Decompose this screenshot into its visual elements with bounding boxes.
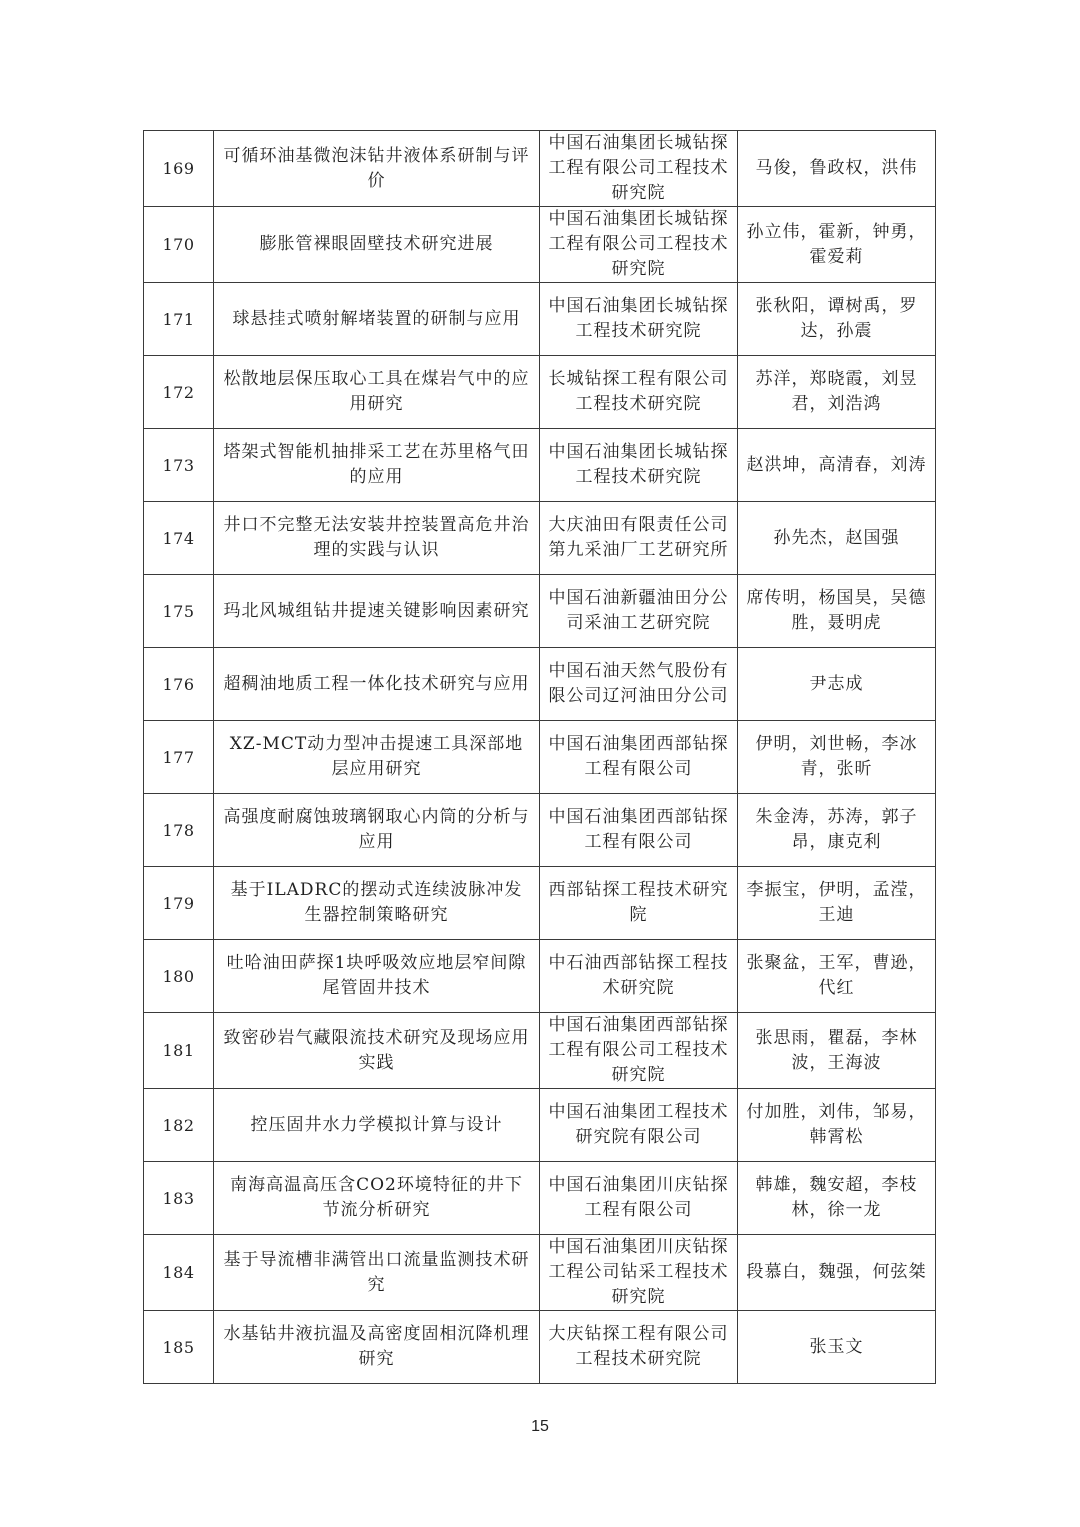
paper-title: 塔架式智能机抽排采工艺在苏里格气田的应用 [214,429,540,502]
authors: 马俊，鲁政权，洪伟 [738,131,936,207]
authors: 李振宝，伊明，孟滢，王迪 [738,867,936,940]
row-number: 182 [144,1089,214,1162]
authors: 尹志成 [738,648,936,721]
table-row [144,648,936,721]
paper-title: 膨胀管裸眼固壁技术研究进展 [214,207,540,283]
table-row [144,940,936,1013]
paper-title: 基于导流槽非满管出口流量监测技术研究 [214,1235,540,1311]
row-number: 170 [144,207,214,283]
paper-title: 超稠油地质工程一体化技术研究与应用 [214,648,540,721]
organization: 中国石油天然气股份有限公司辽河油田分公司 [540,648,738,721]
organization: 中国石油集团川庆钻探工程公司钻采工程技术研究院 [540,1235,738,1311]
paper-title: 水基钻井液抗温及高密度固相沉降机理研究 [214,1311,540,1384]
paper-title: 井口不完整无法安装井控装置高危井治理的实践与认识 [214,502,540,575]
row-number: 171 [144,283,214,356]
organization: 大庆钻探工程有限公司工程技术研究院 [540,1311,738,1384]
row-number: 174 [144,502,214,575]
table-row [144,1162,936,1235]
organization: 中国石油集团川庆钻探工程有限公司 [540,1162,738,1235]
results-table-body [144,131,936,1384]
authors: 张聚盆，王军，曹逊，代红 [738,940,936,1013]
paper-title: XZ-MCT动力型冲击提速工具深部地层应用研究 [214,721,540,794]
row-number: 179 [144,867,214,940]
table-row [144,1235,936,1311]
authors: 张玉文 [738,1311,936,1384]
table-row [144,794,936,867]
row-number: 177 [144,721,214,794]
organization: 中国石油集团长城钻探工程有限公司工程技术研究院 [540,131,738,207]
organization: 长城钻探工程有限公司工程技术研究院 [540,356,738,429]
table-row [144,867,936,940]
row-number: 185 [144,1311,214,1384]
authors: 付加胜，刘伟，邹易，韩霄松 [738,1089,936,1162]
table-row [144,356,936,429]
table-row [144,131,936,207]
paper-title: 基于ILADRC的摆动式连续波脉冲发生器控制策略研究 [214,867,540,940]
organization: 大庆油田有限责任公司第九采油厂工艺研究所 [540,502,738,575]
row-number: 172 [144,356,214,429]
paper-title: 玛北风城组钻井提速关键影响因素研究 [214,575,540,648]
table-row [144,1089,936,1162]
table-row [144,207,936,283]
paper-title: 高强度耐腐蚀玻璃钢取心内筒的分析与应用 [214,794,540,867]
row-number: 175 [144,575,214,648]
authors: 孙立伟，霍新，钟勇，霍爱莉 [738,207,936,283]
row-number: 184 [144,1235,214,1311]
table-row [144,721,936,794]
organization: 中国石油新疆油田分公司采油工艺研究院 [540,575,738,648]
authors: 张秋阳，谭树禹，罗达，孙震 [738,283,936,356]
table-row [144,1311,936,1384]
table-row [144,1013,936,1089]
table-row [144,429,936,502]
row-number: 180 [144,940,214,1013]
page-number: 15 [531,1418,549,1435]
organization: 中国石油集团西部钻探工程有限公司 [540,794,738,867]
paper-title: 吐哈油田萨探1块呼吸效应地层窄间隙尾管固井技术 [214,940,540,1013]
paper-title: 可循环油基微泡沫钻井液体系研制与评价 [214,131,540,207]
table-row [144,575,936,648]
organization: 中国石油集团工程技术研究院有限公司 [540,1089,738,1162]
paper-title: 南海高温高压含CO2环境特征的井下节流分析研究 [214,1162,540,1235]
table-row [144,502,936,575]
row-number: 176 [144,648,214,721]
authors: 席传明，杨国昊，吴德胜，聂明虎 [738,575,936,648]
organization: 中国石油集团长城钻探工程技术研究院 [540,429,738,502]
organization: 中石油西部钻探工程技术研究院 [540,940,738,1013]
authors: 段慕白，魏强，何弦桀 [738,1235,936,1311]
table-row [144,283,936,356]
authors: 赵洪坤，高清春，刘涛 [738,429,936,502]
authors: 伊明，刘世畅，李冰青，张昕 [738,721,936,794]
authors: 朱金涛，苏涛，郭子昂，康克利 [738,794,936,867]
authors: 韩雄，魏安超，李枝林，徐一龙 [738,1162,936,1235]
organization: 中国石油集团长城钻探工程有限公司工程技术研究院 [540,207,738,283]
paper-title: 致密砂岩气藏限流技术研究及现场应用实践 [214,1013,540,1089]
organization: 西部钻探工程技术研究院 [540,867,738,940]
row-number: 169 [144,131,214,207]
paper-title: 松散地层保压取心工具在煤岩气中的应用研究 [214,356,540,429]
row-number: 178 [144,794,214,867]
paper-title: 控压固井水力学模拟计算与设计 [214,1089,540,1162]
authors: 张思雨，瞿磊，李林波，王海波 [738,1013,936,1089]
organization: 中国石油集团西部钻探工程有限公司工程技术研究院 [540,1013,738,1089]
results-table [143,130,936,1384]
authors: 苏洋，郑晓霞，刘昱君，刘浩鸿 [738,356,936,429]
row-number: 183 [144,1162,214,1235]
row-number: 173 [144,429,214,502]
organization: 中国石油集团西部钻探工程有限公司 [540,721,738,794]
organization: 中国石油集团长城钻探工程技术研究院 [540,283,738,356]
authors: 孙先杰，赵国强 [738,502,936,575]
row-number: 181 [144,1013,214,1089]
paper-title: 球悬挂式喷射解堵装置的研制与应用 [214,283,540,356]
